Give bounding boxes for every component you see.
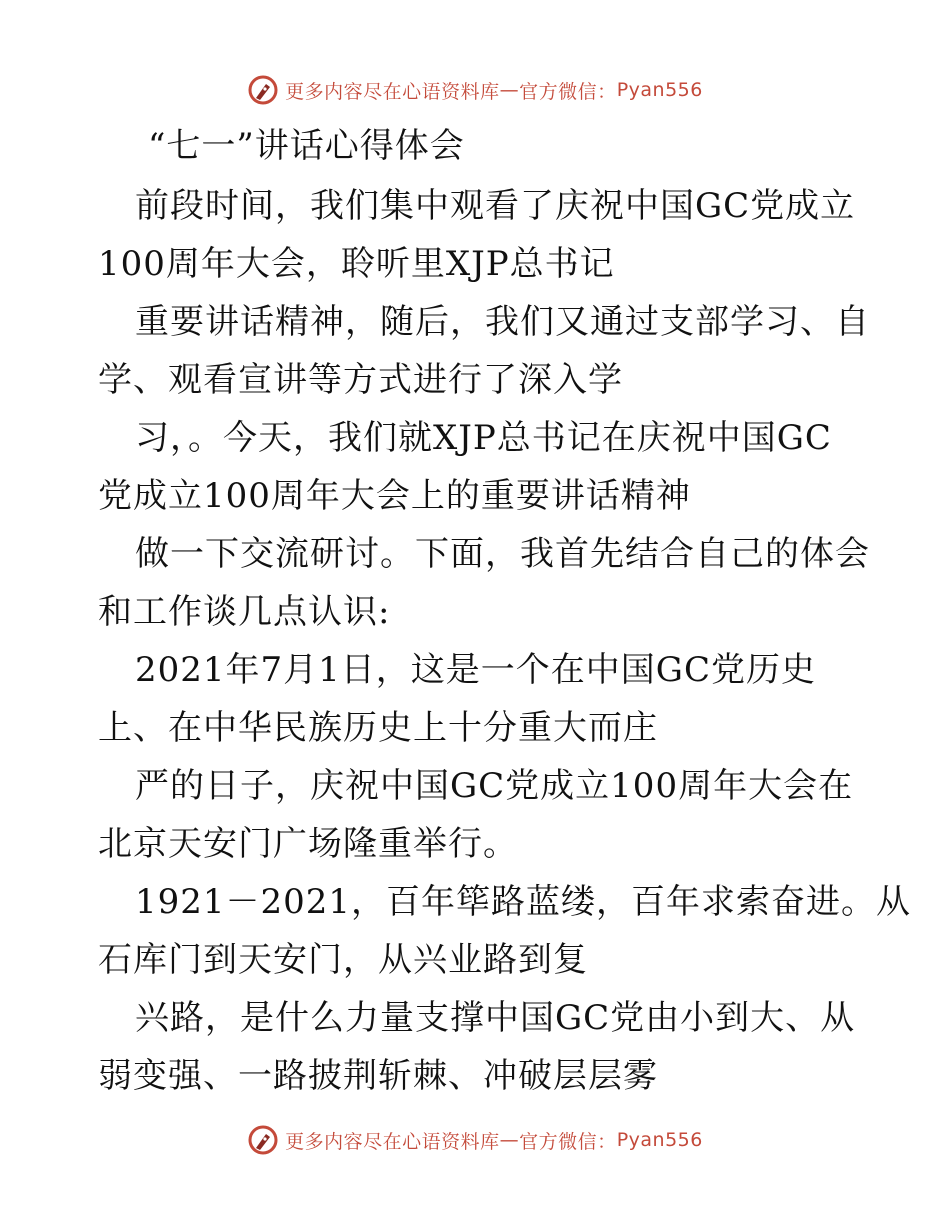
paragraph-line: 1921－2021，百年筚路蓝缕，百年求索奋进。从 — [135, 882, 912, 922]
paragraph-line: 北京天安门广场隆重举行。 — [98, 824, 518, 864]
banner-dash: — — [499, 79, 520, 101]
banner-wechat-id: Pyan556 — [616, 1129, 703, 1151]
paragraph-line: 100周年大会，聆听里XJP总书记 — [98, 244, 615, 284]
document-title: “七一”讲话心得体会 — [148, 126, 465, 166]
paragraph-line: 前段时间，我们集中观看了庆祝中国GC党成立 — [135, 186, 856, 226]
banner-official: 官方微信： — [519, 80, 617, 103]
pen-nib-circle-icon — [247, 74, 279, 106]
paragraph-line: 学、观看宣讲等方式进行了深入学 — [98, 360, 623, 400]
paragraph-line: 2021年7月1日，这是一个在中国GC党历史 — [135, 650, 816, 690]
header-banner — [0, 70, 950, 110]
paragraph-line: 兴路，是什么力量支撑中国GC党由小到大、从 — [135, 998, 856, 1038]
paragraph-line: 重要讲话精神，随后，我们又通过支部学习、自 — [135, 302, 870, 342]
paragraph-line: 党成立100周年大会上的重要讲话精神 — [98, 476, 691, 516]
paragraph-line: 弱变强、一路披荆斩棘、冲破层层雾 — [98, 1056, 658, 1096]
paragraph-line: 习，。今天，我们就XJP总书记在庆祝中国GC — [135, 418, 832, 458]
paragraph-line: 上、在中华民族历史上十分重大而庄 — [98, 708, 658, 748]
paragraph-line: 做一下交流研讨。下面，我首先结合自己的体会 — [135, 534, 870, 574]
banner-text: 更多内容尽在心语资料库 — [285, 1130, 500, 1153]
banner-official: 官方微信： — [519, 1130, 617, 1153]
footer-banner — [0, 1120, 950, 1160]
paragraph-line: 石库门到天安门，从兴业路到复 — [98, 940, 588, 980]
paragraph-line: 严的日子，庆祝中国GC党成立100周年大会在 — [135, 766, 854, 806]
banner-dash: — — [499, 1129, 520, 1151]
paragraph-line: 和工作谈几点认识: — [98, 592, 391, 632]
pen-nib-circle-icon — [247, 1124, 279, 1156]
banner-wechat-id: Pyan556 — [616, 79, 703, 101]
banner-text: 更多内容尽在心语资料库 — [285, 80, 500, 103]
